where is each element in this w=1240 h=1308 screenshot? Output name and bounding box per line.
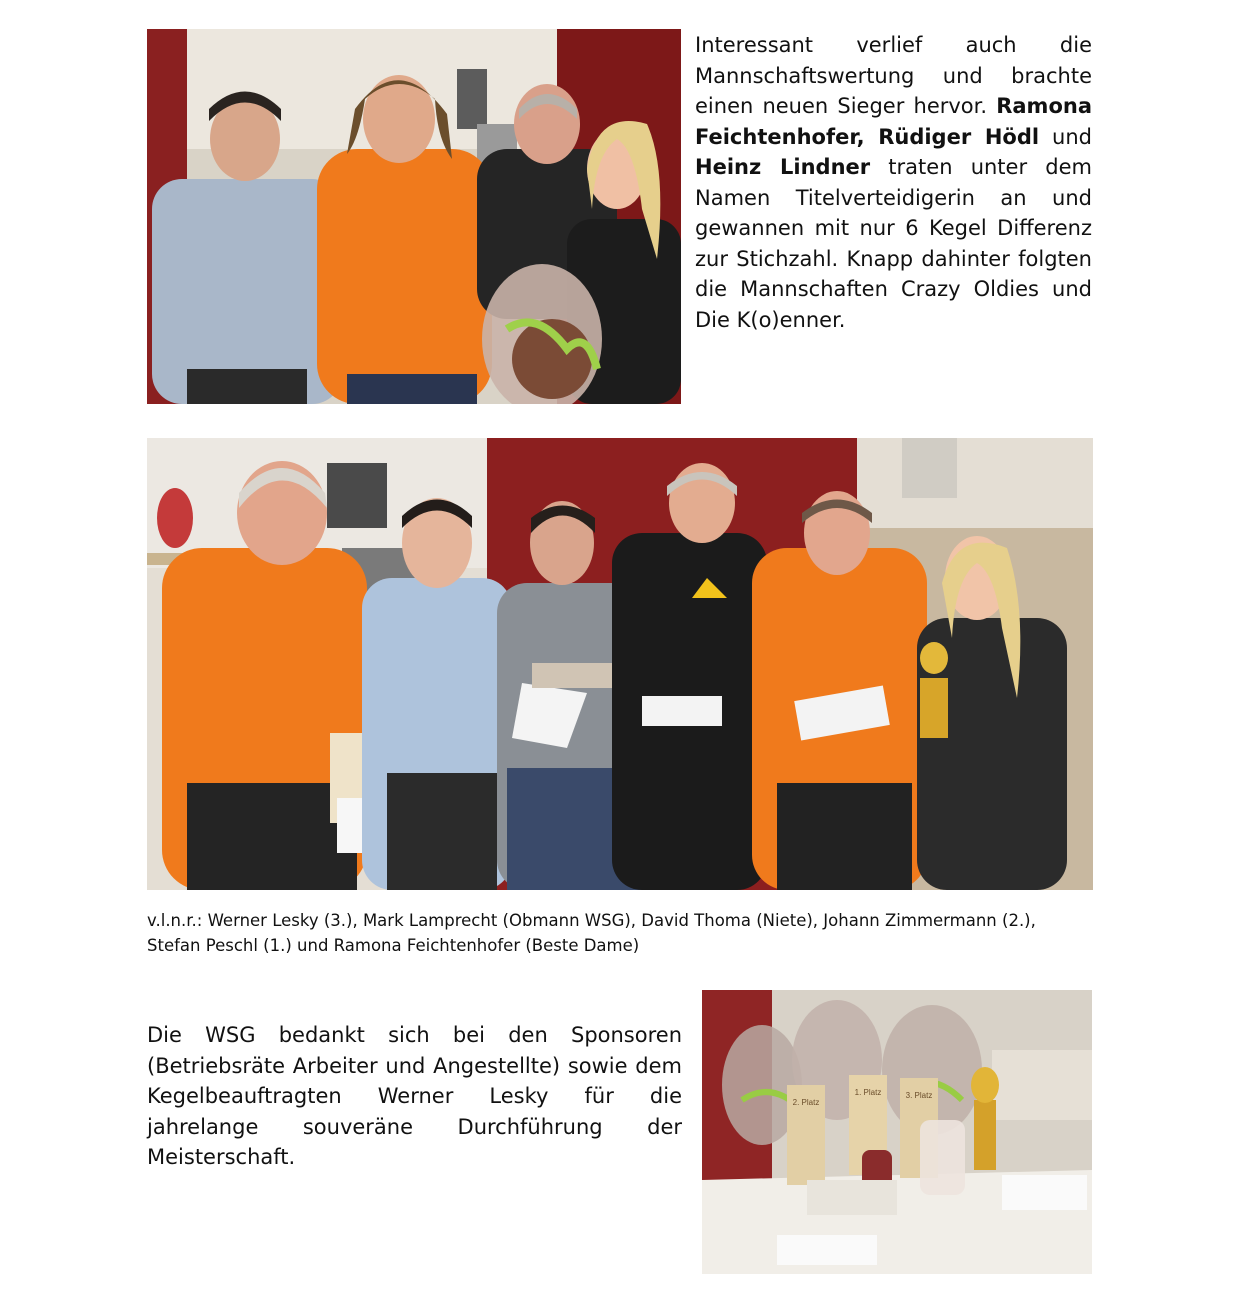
thanks-paragraph bbox=[147, 1020, 682, 1173]
box-label-2: 2. Platz bbox=[792, 1098, 820, 1107]
box-label-3: 3. Platz bbox=[905, 1091, 933, 1100]
caption-line-1: v.l.n.r.: Werner Lesky (3.), Mark Lamprecht (Obmann WSG), David Thoma (Niete), Johann Zimmermann (2.), bbox=[147, 911, 1036, 930]
result-text: traten unter dem Namen Titelverteidigerin an und gewannen mit nur 6 Kegel Differenz zur Stichzahl. Knapp dahinter folgten die Mannschaften Crazy Oldies und Die K(o)enner. bbox=[695, 155, 1092, 332]
box-label-1: 1. Platz bbox=[854, 1088, 882, 1097]
photo-caption bbox=[147, 908, 1093, 958]
winner-names-1: Ramona Feichtenhofer, Rüdiger Hödl bbox=[695, 94, 1092, 149]
winner-names-2: Heinz Lindner bbox=[695, 155, 871, 179]
team-winners-photo bbox=[147, 29, 681, 404]
thanks-text: Die WSG bedankt sich bei den Sponsoren (Betriebsräte Arbeiter und Angestellte) sowie dem Kegelbeauftragten Werner Lesky für die jahrelange souveräne Durchführung der Meisterschaft. bbox=[147, 1023, 682, 1169]
team-result-paragraph bbox=[695, 30, 1092, 335]
intro-text: Interessant verlief auch die Mannschaftswertung und brachte einen neuen Sieger hervor. bbox=[695, 33, 1092, 118]
connector-text: und bbox=[1039, 124, 1093, 149]
prizes-table-photo bbox=[702, 990, 1092, 1274]
individual-winners-photo bbox=[147, 438, 1093, 890]
caption-line-2: Stefan Peschl (1.) und Ramona Feichtenhofer (Beste Dame) bbox=[147, 936, 640, 955]
